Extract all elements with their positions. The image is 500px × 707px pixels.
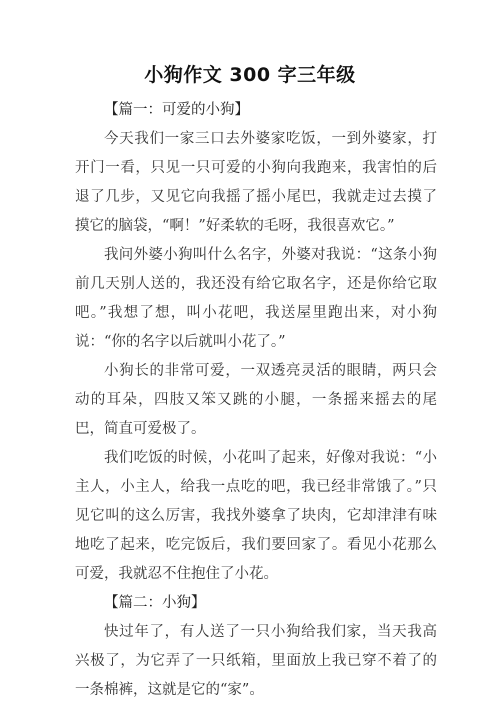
section-heading-2: 【篇二：小狗】 [104,595,206,611]
section-heading-1: 【篇一：可爱的小狗】 [104,102,249,118]
paragraph-3: 小狗长的非常可爱，一双透亮灵活的眼睛，两只会动的耳朵，四肢又笨又跳的小腿，一条摇来摇去的尾巴，简直可爱极了。 [75,363,437,437]
paragraph-5: 快过年了，有人送了一只小狗给我们家，当天我高兴极了，为它弄了一只纸箱，里面放上我已穿不着了的一条棉裤，这就是它的“家”。 [75,624,437,698]
paragraph-1: 今天我们一家三口去外婆家吃饭，一到外婆家，打开门一看，只见一只可爱的小狗向我跑来，我害怕的后退了几步，又见它向我摇了摇小尾巴，我就走过去摸了摸它的脑袋，“啊！”好柔软的毛呀，我很喜欢它。” [75,131,437,234]
paragraph-2: 我问外婆小狗叫什么名字，外婆对我说：“这条小狗前几天别人送的，我还没有给它取名字，还是你给它取吧。”我想了想，叫小花吧，我送屋里跑出来，对小狗说：“你的名字以后就叫小花了。” [75,247,437,350]
document-title: 小狗作文 300 字三年级 [144,64,356,86]
document-body [75,96,437,705]
paragraph-4: 我们吃饭的时候，小花叫了起来，好像对我说：“小主人，小主人，给我一点吃的吧，我已经非常饿了。”只见它叫的这么厉害，我找外婆拿了块肉，它却津津有味地吃了起来，吃完饭后，我们要回家了。看见小花那么可爱，我就忍不住抱住了小花。 [75,450,437,582]
